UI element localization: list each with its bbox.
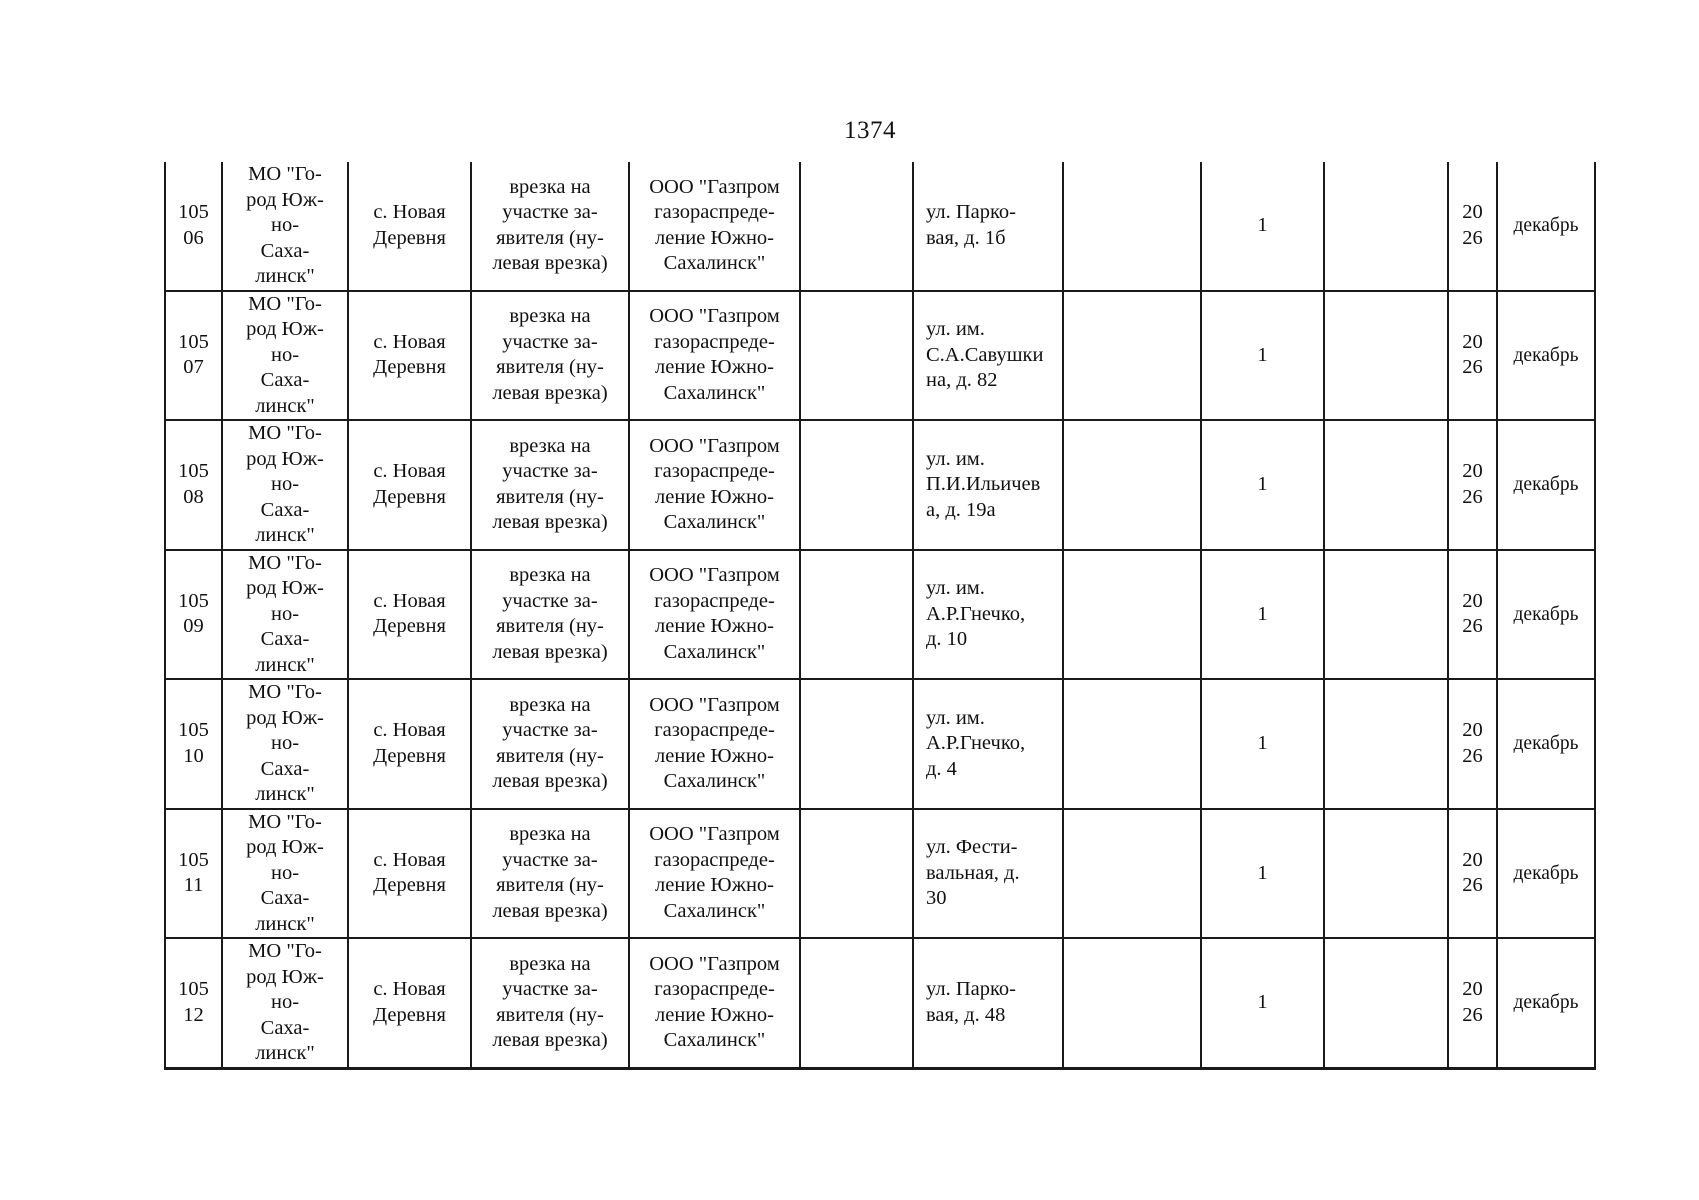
municipality-text: МО "Го- род Юж- но- Саха- линск" — [246, 422, 324, 546]
municipality-text: МО "Го- род Юж- но- Саха- линск" — [246, 551, 324, 676]
empty-cell — [800, 162, 913, 291]
municipality-cell — [222, 420, 348, 550]
quantity-text: 1 — [1257, 732, 1268, 754]
connection-method-text: врезка на участке за- явителя (ну- левая врезка) — [492, 175, 608, 275]
table-row — [165, 938, 1595, 1068]
row-number-text: 105 09 — [178, 589, 209, 638]
year-cell — [1448, 938, 1497, 1068]
connection-method-text: врезка на участке за- явителя (ну- левая врезка) — [492, 305, 608, 404]
gas-organization-text: ООО "Газпром газораспреде- ление Южно- Сахалинск" — [649, 564, 780, 663]
address-text: ул. Парко- вая, д. 1б — [926, 201, 1016, 249]
empty-cell — [800, 291, 913, 421]
row-number-cell — [165, 809, 222, 939]
empty-cell — [1324, 291, 1448, 421]
year-cell — [1448, 291, 1497, 421]
municipality-text: МО "Го- род Юж- но- Саха- линск" — [246, 292, 324, 417]
year-cell — [1448, 162, 1497, 291]
row-number-cell — [165, 550, 222, 680]
address-cell — [913, 809, 1063, 939]
address-cell — [913, 291, 1063, 421]
locality-text: с. Новая Деревня — [373, 719, 446, 767]
municipality-cell — [222, 291, 348, 421]
year-text: 20 26 — [1462, 589, 1483, 638]
quantity-text: 1 — [1257, 473, 1268, 495]
empty-cell — [800, 420, 913, 550]
municipality-cell — [222, 809, 348, 939]
quantity-cell — [1201, 938, 1324, 1068]
row-number-text: 105 12 — [178, 978, 209, 1026]
locality-text: с. Новая Деревня — [373, 978, 446, 1026]
connection-method-cell — [471, 809, 629, 939]
empty-cell — [1063, 550, 1201, 680]
gas-organization-cell — [629, 938, 800, 1068]
address-text: ул. Фести- вальная, д. 30 — [926, 836, 1020, 909]
empty-cell — [1063, 291, 1201, 421]
quantity-cell — [1201, 679, 1324, 809]
gas-organization-cell — [629, 420, 800, 550]
quantity-cell — [1201, 809, 1324, 939]
quantity-cell — [1201, 550, 1324, 680]
quantity-text: 1 — [1257, 861, 1268, 884]
connection-method-text: врезка на участке за- явителя (ну- левая врезка) — [492, 693, 608, 793]
gas-organization-text: ООО "Газпром газораспреде- ление Южно- Сахалинск" — [649, 693, 780, 793]
municipality-cell — [222, 938, 348, 1068]
gas-organization-cell — [629, 162, 800, 291]
row-number-text: 105 06 — [178, 201, 209, 249]
connection-method-cell — [471, 420, 629, 550]
locality-text: с. Новая Деревня — [373, 460, 446, 508]
empty-cell — [1324, 420, 1448, 550]
address-text: ул. им. П.И.Ильичев а, д. 19а — [926, 447, 1041, 521]
quantity-text: 1 — [1257, 214, 1268, 236]
connection-method-cell — [471, 938, 629, 1068]
empty-cell — [1063, 938, 1201, 1068]
locality-cell — [348, 938, 471, 1068]
locality-cell — [348, 679, 471, 809]
page-number: 1374 — [844, 117, 896, 144]
empty-cell — [1324, 550, 1448, 680]
empty-cell — [1063, 809, 1201, 939]
empty-cell — [1324, 809, 1448, 939]
row-number-cell — [165, 420, 222, 550]
address-cell — [913, 679, 1063, 809]
empty-cell — [1063, 162, 1201, 291]
quantity-text: 1 — [1257, 991, 1268, 1013]
row-number-text: 105 11 — [178, 848, 209, 897]
connection-method-text: врезка на участке за- явителя (ну- левая врезка) — [492, 823, 608, 922]
table-body — [165, 162, 1595, 1068]
year-text: 20 26 — [1462, 201, 1483, 249]
address-cell — [913, 420, 1063, 550]
connection-method-cell — [471, 550, 629, 680]
month-text: декабрь — [1513, 474, 1579, 495]
connection-method-cell — [471, 162, 629, 291]
connection-method-text: врезка на участке за- явителя (ну- левая врезка) — [492, 952, 608, 1052]
address-cell — [913, 162, 1063, 291]
municipality-text: МО "Го- род Юж- но- Саха- линск" — [246, 163, 324, 287]
locality-text: с. Новая Деревня — [373, 330, 446, 379]
month-text: декабрь — [1513, 992, 1579, 1013]
gas-organization-cell — [629, 679, 800, 809]
locality-cell — [348, 809, 471, 939]
municipality-text: МО "Го- род Юж- но- Саха- линск" — [246, 681, 324, 805]
empty-cell — [1063, 679, 1201, 809]
row-number-text: 105 10 — [178, 719, 209, 767]
row-number-text: 105 07 — [178, 330, 209, 379]
row-number-cell — [165, 291, 222, 421]
quantity-text: 1 — [1257, 602, 1268, 625]
empty-cell — [800, 809, 913, 939]
municipality-text: МО "Го- род Юж- но- Саха- линск" — [246, 810, 324, 935]
connection-method-cell — [471, 291, 629, 421]
table-row — [165, 291, 1595, 421]
municipality-cell — [222, 550, 348, 680]
address-text: ул. им. А.Р.Гнечко, д. 4 — [926, 706, 1026, 780]
month-cell — [1497, 162, 1595, 291]
address-text: ул. им. А.Р.Гнечко, д. 10 — [926, 577, 1026, 650]
gas-organization-text: ООО "Газпром газораспреде- ление Южно- Сахалинск" — [649, 823, 780, 922]
month-text: декабрь — [1513, 862, 1579, 884]
year-cell — [1448, 679, 1497, 809]
year-text: 20 26 — [1462, 848, 1483, 897]
empty-cell — [800, 679, 913, 809]
address-cell — [913, 550, 1063, 680]
locality-cell — [348, 420, 471, 550]
table-row — [165, 809, 1595, 939]
table-row — [165, 679, 1595, 809]
gas-organization-cell — [629, 291, 800, 421]
connection-method-cell — [471, 679, 629, 809]
month-cell — [1497, 938, 1595, 1068]
year-cell — [1448, 809, 1497, 939]
empty-cell — [1324, 938, 1448, 1068]
registry-table — [164, 162, 1596, 1070]
empty-cell — [1324, 679, 1448, 809]
row-number-cell — [165, 679, 222, 809]
gas-organization-text: ООО "Газпром газораспреде- ление Южно- Сахалинск" — [649, 305, 780, 404]
connection-method-text: врезка на участке за- явителя (ну- левая врезка) — [492, 564, 608, 663]
month-cell — [1497, 550, 1595, 680]
row-number-cell — [165, 938, 222, 1068]
table-row — [165, 550, 1595, 680]
municipality-cell — [222, 162, 348, 291]
month-text: декабрь — [1513, 603, 1579, 625]
quantity-text: 1 — [1257, 343, 1268, 366]
month-text: декабрь — [1513, 344, 1579, 366]
year-cell — [1448, 420, 1497, 550]
quantity-cell — [1201, 162, 1324, 291]
empty-cell — [800, 938, 913, 1068]
gas-organization-text: ООО "Газпром газораспреде- ление Южно- Сахалинск" — [649, 952, 780, 1052]
year-text: 20 26 — [1462, 330, 1483, 379]
locality-cell — [348, 291, 471, 421]
locality-text: с. Новая Деревня — [373, 848, 446, 897]
empty-cell — [1324, 162, 1448, 291]
address-text: ул. им. С.А.Савушки на, д. 82 — [926, 318, 1044, 391]
gas-organization-cell — [629, 550, 800, 680]
month-cell — [1497, 291, 1595, 421]
month-cell — [1497, 679, 1595, 809]
year-cell — [1448, 550, 1497, 680]
quantity-cell — [1201, 291, 1324, 421]
locality-text: с. Новая Деревня — [373, 589, 446, 638]
row-number-text: 105 08 — [178, 460, 209, 508]
connection-method-text: врезка на участке за- явителя (ну- левая врезка) — [492, 434, 608, 534]
address-text: ул. Парко- вая, д. 48 — [926, 978, 1016, 1026]
empty-cell — [1063, 420, 1201, 550]
month-text: декабрь — [1513, 733, 1579, 754]
year-text: 20 26 — [1462, 460, 1483, 508]
gas-organization-text: ООО "Газпром газораспреде- ление Южно- Сахалинск" — [649, 175, 780, 275]
year-text: 20 26 — [1462, 978, 1483, 1026]
address-cell — [913, 938, 1063, 1068]
table-row — [165, 162, 1595, 291]
empty-cell — [800, 550, 913, 680]
row-number-cell — [165, 162, 222, 291]
month-cell — [1497, 420, 1595, 550]
month-cell — [1497, 809, 1595, 939]
table-row — [165, 420, 1595, 550]
locality-cell — [348, 162, 471, 291]
gas-organization-cell — [629, 809, 800, 939]
quantity-cell — [1201, 420, 1324, 550]
gas-organization-text: ООО "Газпром газораспреде- ление Южно- Сахалинск" — [649, 434, 780, 534]
month-text: декабрь — [1513, 215, 1579, 236]
year-text: 20 26 — [1462, 719, 1483, 767]
locality-cell — [348, 550, 471, 680]
municipality-cell — [222, 679, 348, 809]
municipality-text: МО "Го- род Юж- но- Саха- линск" — [246, 940, 324, 1064]
locality-text: с. Новая Деревня — [373, 201, 446, 249]
